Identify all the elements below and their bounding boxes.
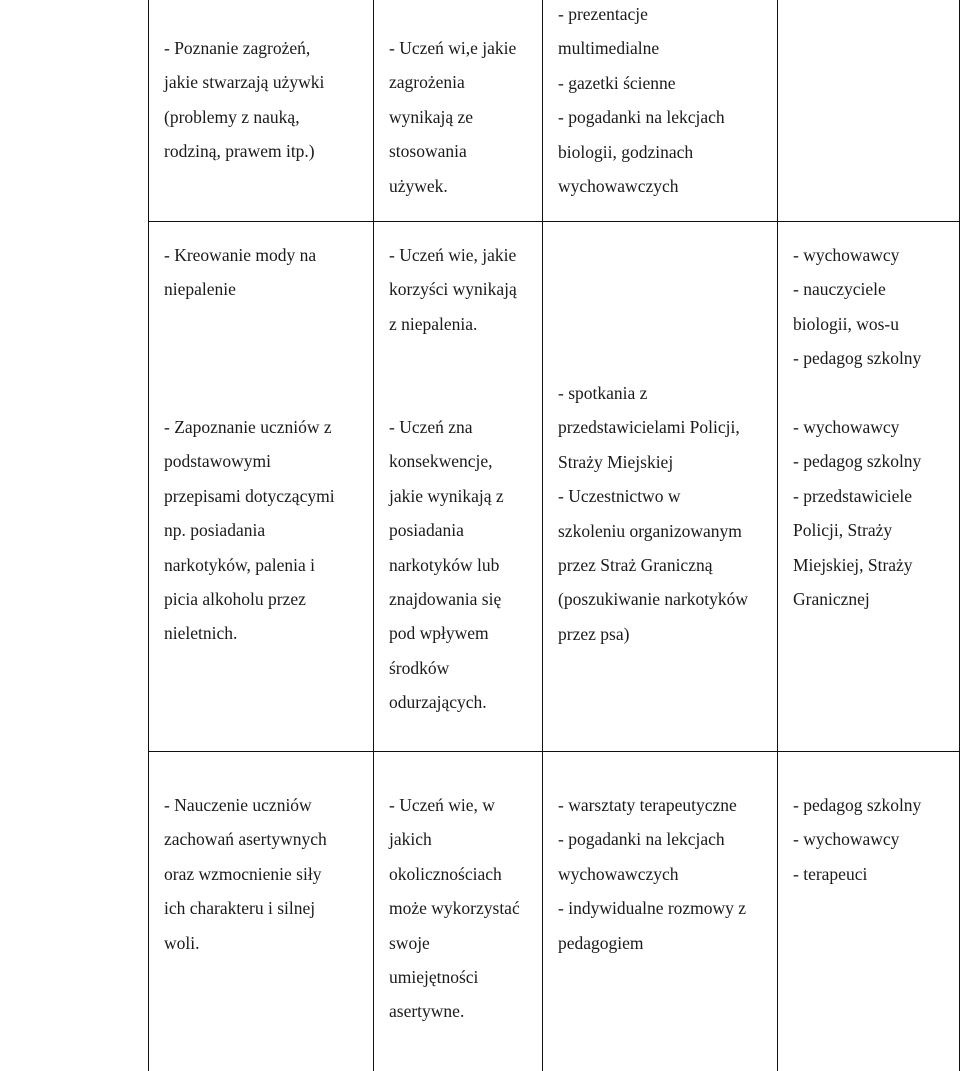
goal-cell: - Poznanie zagrożeń, jakie stwarzają używki (problemy z nauką, rodziną, prawem itp.) [164,38,325,162]
responsible-cell: - wychowawcy - nauczyciele biologii, wos-u - pedagog szkolny [793,245,922,369]
outcome-cell: - Uczeń zna konsekwencje, jakie wynikają z posiadania narkotyków lub znajdowania się pod wpływem środków odurzających. [389,417,504,713]
goal-cell: - Nauczenie uczniów zachowań asertywnych oraz wzmocnienie siły ich charakteru i silnej woli. [164,795,327,953]
goal-cell: - Zapoznanie uczniów z podstawowymi przepisami dotyczącymi np. posiadania narkotyków, palenia i picia alkoholu przez nieletnich. [164,417,335,644]
methods-cell: - spotkania z przedstawicielami Policji, Straży Miejskiej - Uczestnictwo w szkoleniu organizowanym przez Straż Graniczną (poszukiwanie narkotyków przez psa) [558,383,749,644]
row-border [148,751,960,752]
methods-cell: - warsztaty terapeutyczne - pogadanki na lekcjach wychowawczych - indywidualne rozmowy z pedagogiem [558,795,747,953]
row-border [148,221,960,222]
responsible-cell: - wychowawcy - pedagog szkolny - przedstawiciele Policji, Straży Miejskiej, Straży Granicznej [793,417,922,610]
outcome-cell: - Uczeń wie, jakie korzyści wynikają z niepalenia. [389,245,517,334]
column-border [373,0,374,1071]
methods-cell: - prezentacje multimedialne - gazetki ścienne - pogadanki na lekcjach biologii, godzinach wychowawczych [558,4,725,197]
outcome-cell: - Uczeń wie, w jakich okolicznościach może wykorzystać swoje umiejętności asertywne. [389,795,520,1022]
goal-cell: - Kreowanie mody na niepalenie [164,245,317,300]
column-border [148,0,149,1071]
responsible-cell: - pedagog szkolny - wychowawcy - terapeuci [793,795,922,884]
outcome-cell: - Uczeń wi,e jakie zagrożenia wynikają ze stosowania używek. [389,38,517,196]
column-border [777,0,778,1071]
column-border [542,0,543,1071]
